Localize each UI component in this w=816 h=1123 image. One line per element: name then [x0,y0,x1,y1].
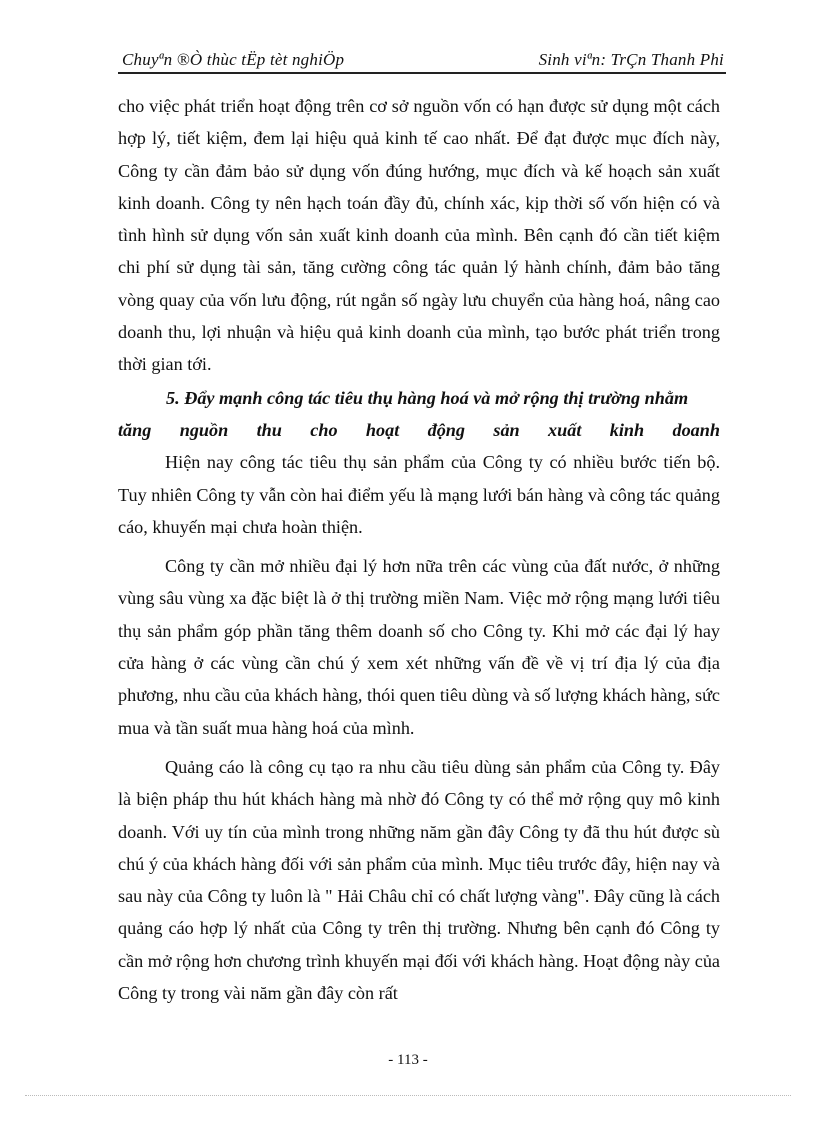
paragraph-sales-status: Hiện nay công tác tiêu thụ sản phẩm của Công ty có nhiều bước tiến bộ. Tuy nhiên Công ty vẫn còn hai điểm yếu là mạng lưới bán hàng và công tác quảng cáo, khuyến mại chưa hoàn thiện. [118,452,720,537]
paragraph-continuation: cho việc phát triển hoạt động trên cơ sở nguồn vốn có hạn được sử dụng một cách hợp lý, tiết kiệm, đem lại hiệu quả kinh tế cao nhất. Để đạt được mục đích này, Công ty cần đảm bảo sử dụng vốn đúng hướng, mục đích và kế hoạch sản xuất kinh doanh. Công ty nên hạch toán đầy đủ, chính xác, kịp thời số vốn hiện có và tình hình sử dụng vốn sản xuất kinh doanh của mình. Bên cạnh đó cần tiết kiệm chi phí sử dụng tài sản, tăng cường công tác quản lý hành chính, đảm bảo tăng vòng quay của vốn lưu động, rút ngắn số ngày lưu chuyển của hàng hoá, nâng cao doanh thu, lợi nhuận và hiệu quả kinh doanh của mình, tạo bước phát triển trong thời gian tới. [118,96,720,375]
document-body [118,90,720,1009]
header-author: Sinh viªn: TrÇn Thanh Phi [538,50,724,69]
paragraph-advertising: Quảng cáo là công cụ tạo ra nhu cầu tiêu dùng sản phẩm của Công ty. Đây là biện pháp thu hút khách hàng mà nhờ đó Công ty có thể mở rộng quy mô kinh doanh. Với uy tín của mình trong những năm gần đây Công ty đã thu hút được sù chú ý của khách hàng đối với sản phẩm của mình. Mục tiêu trước đây, hiện nay và sau này của Công ty luôn là " Hải Châu chỉ có chất lượng vàng". Đây cũng là cách quảng cáo hợp lý nhất của Công ty trên thị trường. Nhưng bên cạnh đó Công ty cần mở rộng hơn chương trình khuyến mại đối với khách hàng. Hoạt động này của Công ty trong vài năm gần đây còn rất [118,756,720,1004]
section-heading-line-2: tăng nguồn thu cho hoạt động sản xuất kinh doanh [118,419,720,440]
section-heading [118,382,720,447]
header-title: Chuyªn ®Ò thùc tËp tèt nghiÖp [122,50,345,69]
paragraph-agent-network: Công ty cần mở nhiều đại lý hơn nữa trên các vùng của đất nước, ở những vùng sâu vùng xa đặc biệt là ở thị trường miền Nam. Việc mở rộng mạng lưới tiêu thụ sản phẩm góp phần tăng thêm doanh số cho Công ty. Khi mở các đại lý hay cửa hàng ở các vùng cần chú ý xem xét những vấn đề về vị trí địa lý của địa phương, nhu cầu của khách hàng, thói quen tiêu dùng và số lượng khách hàng, sức mua và tần suất mua hàng hoá của mình. [118,556,720,738]
page-header [118,48,726,74]
section-heading-line-1: 5. Đẩy mạnh công tác tiêu thụ hàng hoá và mở rộng thị trường nhằm [166,387,689,408]
page-number: - 113 - [388,1052,428,1068]
page-bottom-divider [25,1095,791,1096]
